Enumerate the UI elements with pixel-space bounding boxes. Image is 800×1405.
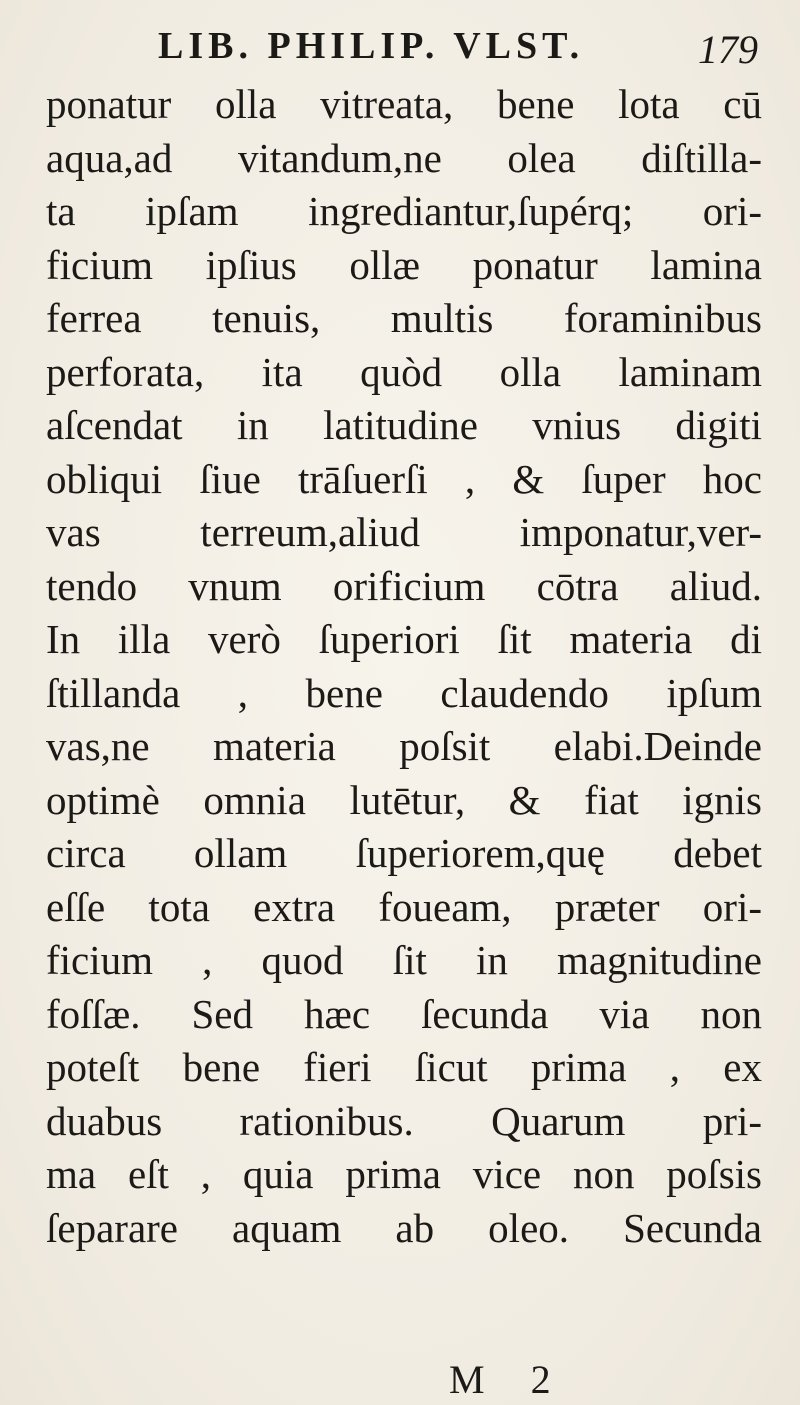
text-line: ferrea tenuis, multis foraminibus [46,295,762,341]
text-line: foſſæ. Sed hæc ſecunda via non [46,990,762,1037]
text-line: optimè omnia lutētur, & fiat ignis [46,776,762,823]
text-line: ficium ipſius ollæ ponatur lamina [46,241,762,288]
text-line: poteſt bene fieri ſicut prima , ex [46,1044,762,1090]
signature-mark: M 2 [449,1357,569,1402]
text-line: ſtillanda , bene claudendo ipſum [46,669,762,716]
text-line: tendo vnum orificium cōtra aliud. [46,562,762,609]
text-line: aqua,ad vitandum,ne olea diſtilla- [46,134,762,181]
text-line: vas,ne materia poſsit elabi.Deinde [46,723,762,769]
text-line: ta ipſam ingrediantur,ſupérq; ori- [46,188,762,234]
text-line: obliqui ſiue trāſuerſi , & ſuper hoc [46,455,762,502]
text-line: aſcendat in latitudine vnius digiti [46,402,762,448]
text-line: duabus rationibus. Quarum pri- [46,1097,762,1144]
text-line: In illa verò ſuperiori ſit materia di [46,616,762,662]
text-line: circa ollam ſuperiorem,quę debet [46,830,762,876]
text-line: eſſe tota extra foueam, præter ori- [46,883,762,930]
text-line: ponatur olla vitreata, bene lota cū [46,81,762,127]
text-line: ma eſt , quia prima vice non poſsis [46,1151,762,1197]
body-text [46,78,762,1255]
page-header [158,22,758,74]
text-line: ficium , quod ſit in magnitudine [46,937,762,983]
text-line: perforata, ita quòd olla laminam [46,348,762,395]
page-number: 179 [698,27,758,72]
running-head: LIB. PHILIP. VLST. [158,25,585,67]
text-line: ſeparare aquam ab oleo. Secunda [46,1204,762,1251]
text-line: vas terreum,aliud imponatur,ver- [46,509,762,555]
